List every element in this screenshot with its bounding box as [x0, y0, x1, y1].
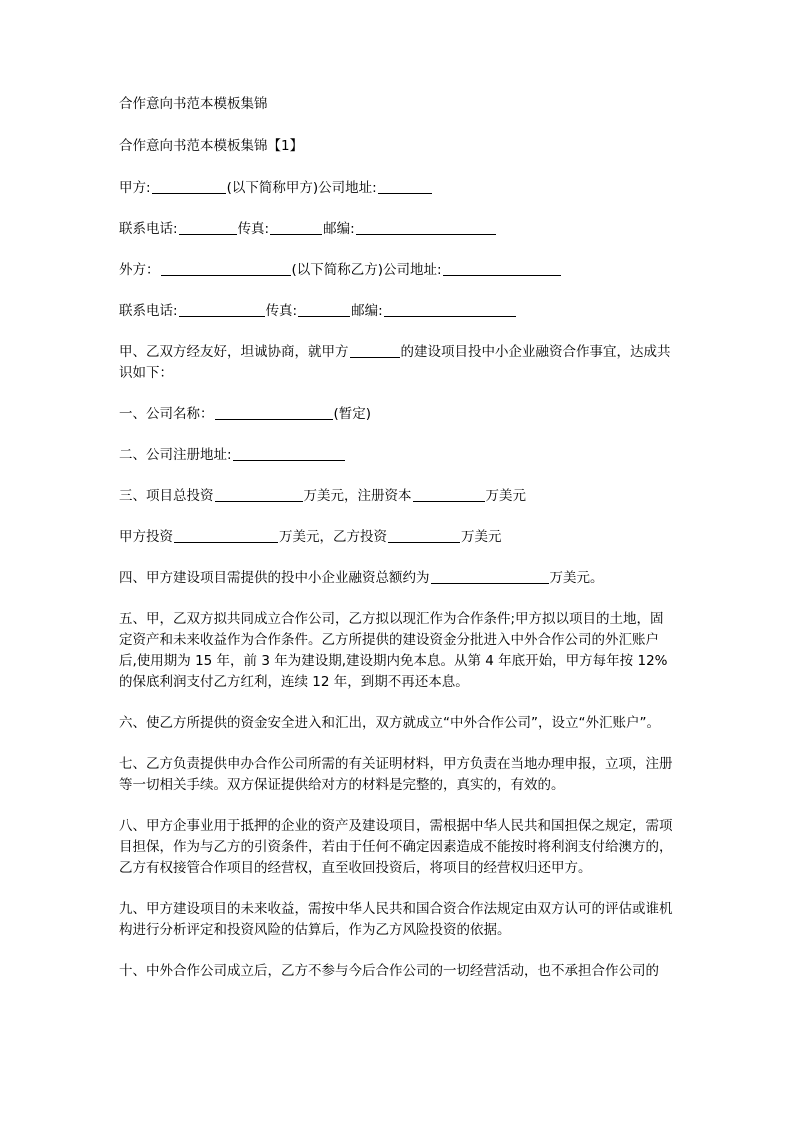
- blank-field: [233, 446, 345, 461]
- intro-paragraph: 甲、乙双方经友好，坦诚协商，就甲方 的建设项目投中小企业融资合作事宜，达成共识如下：: [119, 344, 671, 381]
- clause-10: 十、中外合作公司成立后，乙方不参与今后合作公司的一切经营活动，也不承担合作公司的: [119, 963, 659, 979]
- blank-field: [350, 343, 400, 358]
- clause-2: 二、公司注册地址:: [119, 445, 675, 466]
- blank-field: [152, 179, 226, 194]
- party-b-line: 外方： (以下简称乙方)公司地址:: [119, 260, 675, 281]
- blank-field: [388, 528, 460, 543]
- blank-field: [215, 487, 303, 502]
- party-a-line: 甲方: (以下简称甲方)公司地址:: [119, 178, 675, 199]
- blank-field: [270, 220, 322, 235]
- clause-6: 六、使乙方所提供的资金安全进入和汇出，双方就成立“中外合作公司”，设立“外汇账户”。: [119, 715, 660, 731]
- document-subtitle: 合作意向书范本模板集锦【1】: [119, 138, 304, 154]
- clause-8: 八、甲方企事业用于抵押的企业的资产及建设项目，需根据中华人民共和国担保之规定，需项目担保，作为与乙方的引资条件，若由于任何不确定因素造成不能按时将利润支付给澳方的，乙方有权接管合作项目的经营权，直至收回投资后，将项目的经营权归还甲方。: [119, 818, 673, 876]
- blank-field: [378, 179, 432, 194]
- clause-9: 九、甲方建设项目的未来收益，需按中华人民共和国合资合作法规定由双方认可的评估或谁机构进行分析评定和投资风险的估算后，作为乙方风险投资的依据。: [119, 901, 673, 938]
- blank-field: [413, 487, 485, 502]
- blank-field: [215, 405, 333, 420]
- blank-field: [356, 220, 496, 235]
- blank-field: [179, 220, 237, 235]
- blank-field: [431, 569, 549, 584]
- clause-3-investment: 甲方投资 万美元，乙方投资 万美元: [119, 529, 502, 545]
- document-body: [119, 94, 675, 1002]
- clause-4: 四、甲方建设项目需提供的投中小企业融资总额约为 万美元。: [119, 570, 604, 586]
- contact-a-line: 联系电话: 传真: 邮编:: [119, 219, 675, 240]
- blank-field: [298, 302, 350, 317]
- blank-field: [179, 302, 265, 317]
- blank-field: [161, 261, 291, 276]
- document-title: 合作意向书范本模板集锦: [119, 96, 268, 112]
- blank-field: [443, 261, 561, 276]
- clause-5: 五、甲，乙双方拟共同成立合作公司，乙方拟以现汇作为合作条件;甲方拟以项目的土地，固定资产和未来收益作为合作条件。乙方所提供的建设资金分批进入中外合作公司的外汇账户后,使用期为 15 年，前 3 年为建设期,建设期内免本息。从第 4 年底开始，甲方每年按 12%的保底利润支付乙方红利，连续 12 年，到期不再还本息。: [119, 611, 668, 690]
- clause-1: 一、公司名称： (暂定): [119, 406, 372, 422]
- blank-field: [384, 302, 516, 317]
- blank-field: [174, 528, 278, 543]
- clause-7: 七、乙方负责提供申办合作公司所需的有关证明材料，甲方负责在当地办理申报，立项，注册等一切相关手续。双方保证提供给对方的材料是完整的，真实的，有效的。: [119, 756, 673, 793]
- clause-3: 三、项目总投资 万美元，注册资本 万美元: [119, 488, 526, 504]
- contact-b-line: 联系电话: 传真: 邮编:: [119, 301, 675, 322]
